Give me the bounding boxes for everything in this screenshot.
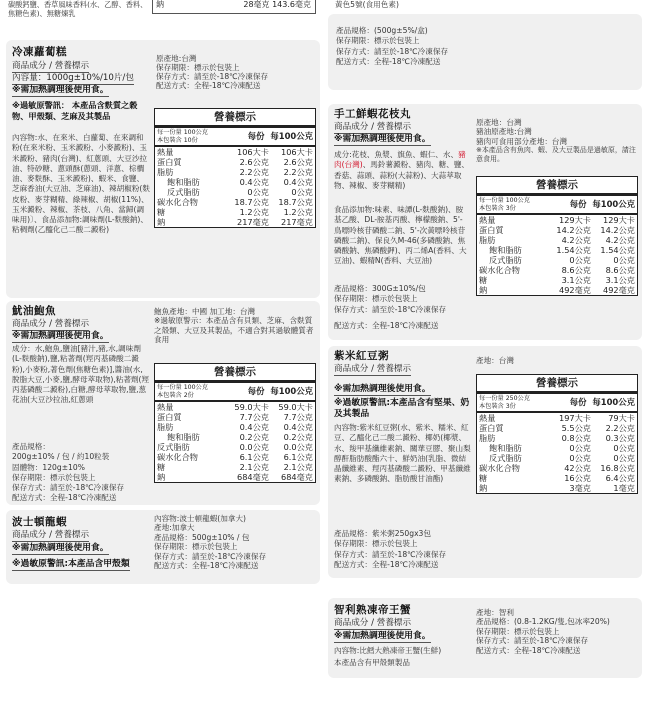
product-card-radish-cake	[6, 40, 320, 298]
product-specs	[334, 284, 474, 331]
storage-method: 保存方式：請至於-18℃冷凍保存	[476, 636, 589, 646]
product-card-boston-lobster	[6, 510, 320, 584]
value-per-serving: 2.2公克	[239, 166, 269, 177]
nutrient-name: 糖	[479, 472, 488, 483]
value-per-serving: 492毫克	[558, 284, 591, 295]
value-per-serving: 0公克	[247, 186, 269, 197]
cook-warning: ※需加熱調理後使用食。	[12, 85, 109, 97]
spec-storage-period: 保存期限：標示於包裝上	[336, 36, 420, 46]
nutrient-name: 碳水化合物	[157, 196, 198, 207]
ingredients: 成分：水,鮑魚,鹽油[豬汁,豬,水,調味劑(L-麩酸鈉),鹽,粘著劑(羥丙基磷酸二澱粉),小麥粉,著色劑(焦糖色素)],醬油(水,脫脂大豆,小麥,鹽,酵母萃取物),粘著劑(羥丙基磷酸二澱粉),白糖,酵母萃取物,鹽,葱花油(大豆沙拉油,紅蔥頭	[12, 344, 150, 405]
origin: 鮑魚產地：中國 加工地：台灣	[154, 307, 256, 316]
value-per-100g: 4.2公克	[605, 234, 635, 245]
value-per-100g: 18.7公克	[278, 196, 313, 207]
delivery: 配送方式：全程-18℃冷凍配送	[334, 559, 439, 569]
content: 內容物:波士頓龍蝦(加拿大)	[154, 514, 247, 523]
value-per-100g: 2.1公克	[283, 461, 313, 472]
nutrition-row	[155, 452, 315, 462]
product-card-shrimp-squid-ball	[328, 104, 642, 340]
value-per-100g: 0公克	[291, 186, 313, 197]
spec-card-top	[328, 14, 642, 90]
value-per-serving: 129大卡	[558, 214, 591, 225]
value-per-serving: 684毫克	[236, 471, 269, 482]
value-per-serving: 197大卡	[558, 412, 591, 423]
nutrient-name: 糖	[157, 461, 166, 472]
servings-per-pack: 本包裝含 3份	[479, 204, 516, 212]
value-per-serving: 6.1公克	[239, 451, 269, 462]
storage-method: 保存方式：請至於-18℃冷凍保存	[12, 483, 125, 492]
nutrition-title: 營養標示	[477, 375, 637, 394]
nutrition-row	[155, 442, 315, 452]
cook-warning: ※需加熱調理後使用食。	[334, 134, 431, 146]
ingredients-highlight: 豬肉(台灣)	[334, 150, 466, 170]
product-title: 冷凍蘿蔔糕	[12, 46, 67, 58]
content: 內容物:比鱈大熟凍帝王蟹(生鮮)	[334, 646, 442, 655]
top-right-text: 黃色5號(食用色素)	[335, 0, 399, 9]
serving-size: 每一份量 100公克	[479, 197, 530, 205]
value-per-serving: 1.2公克	[239, 206, 269, 217]
spec-delivery: 配送方式：全程-18℃冷凍配送	[336, 56, 441, 66]
origin: 原產地:台灣	[156, 54, 197, 63]
product-card-purple-rice	[328, 346, 642, 578]
ingredients	[334, 150, 470, 191]
nutrition-row	[155, 217, 315, 227]
nutrition-table	[154, 363, 316, 483]
col-per-100g: 每100公克	[270, 386, 313, 397]
nutrition-row	[477, 275, 637, 285]
cook-warning: ※需加熱調理後使用食。	[12, 331, 109, 343]
col-per-serving: 每份	[569, 397, 587, 408]
nutrition-row	[155, 167, 315, 177]
value-per-serving: 0.4公克	[239, 421, 269, 432]
product-subtitle: 商品成分 / 營養標示	[12, 61, 90, 71]
origin: 產地:加拿大	[154, 523, 195, 533]
value-per-serving: 3毫克	[569, 482, 591, 493]
value-per-100g: 3.1公克	[605, 274, 635, 285]
nutrition-row	[155, 472, 315, 482]
product-meta	[476, 608, 610, 655]
nutrition-row	[477, 285, 637, 295]
value-per-100g: 1.54公克	[600, 244, 635, 255]
cook-warning: ※需加熱調理後使用食。	[334, 631, 431, 643]
nutrition-title: 營養標示	[155, 109, 315, 128]
value-per-serving: 59.0大卡	[234, 401, 269, 412]
allergen-warning: ※過敏原警訊： 本產品含麩質之穀物、甲殼類、芝麻及其製品	[12, 100, 138, 121]
nutrient-name: 熱量	[479, 412, 496, 423]
ingredients: 內容物:水、在來米、白蘿蔔、在來調和粉(在來米粉、玉米澱粉、小麥澱粉)、玉米澱粉、豬肉(台灣)、紅蔥頭、大豆沙拉油、特砂糖、蔥頭酥(蔥頭、洋蔥、棕櫚油、麥麩酥、玉米澱粉)、蝦米、食鹽、芝麻香油(大豆油、芝麻油)、辣胡椒粉(麩皮粉、麥芽糊精、綠辣椒、胡椒(11%)、玉米澱粉、辣椒、茶枝、八角、當歸(調味用)〕、食品添加物:調味劑(L-麩酸鈉)、粘稠劑(乙醯化己二酸二澱粉)	[12, 133, 150, 235]
col-per-serving: 每份	[247, 131, 265, 142]
spec-card-lines	[336, 26, 448, 67]
col-per-serving: 每份	[569, 199, 587, 210]
nutrient-name: 脂肪	[479, 432, 496, 443]
nutrient-name: 熱量	[479, 214, 496, 225]
servings-per-pack: 本包裝含 3份	[479, 402, 516, 410]
value-per-serving: 3.1公克	[561, 274, 591, 285]
col-per-100g: 每100公克	[592, 199, 635, 210]
value-per-serving: 0.2公克	[239, 431, 269, 442]
value-per-100g: 0.4公克	[283, 421, 313, 432]
product-subtitle: 商品成分 / 營養標示	[12, 319, 90, 329]
value-per-100g: 8.6公克	[605, 264, 635, 275]
nutrient-name: 鈉	[479, 284, 488, 295]
product-subtitle: 商品成分 / 營養標示	[334, 122, 412, 132]
product-meta	[476, 118, 636, 164]
nutrition-row	[155, 197, 315, 207]
product-specs	[12, 442, 152, 504]
nutrient-name: 反式脂肪	[167, 186, 200, 197]
storage-period: 保存期限：標示於包裝上	[476, 626, 560, 636]
nutrition-rows	[477, 215, 637, 295]
value-per-100g: 14.2公克	[600, 224, 635, 235]
allergen-note: ※本產品含有魚肉、蝦、及大豆製品是過敏原，請注意食用。	[476, 146, 636, 164]
nutrient-name: 熱量	[157, 146, 174, 157]
value-per-serving: 1.54公克	[556, 244, 591, 255]
value-per-100g: 0.0公克	[283, 441, 313, 452]
value-per-serving: 8.6公克	[561, 264, 591, 275]
ingredients-part-b: 、馬鈴薯澱粉、豬肉、糖、鹽、香菇、蒜頭、蒜粉(大蒜粉)、大蒜萃取物、辣椒、麥芽糊精)	[334, 160, 470, 190]
nutrition-row	[155, 412, 315, 422]
nutrient-name: 飽和脂肪	[489, 244, 522, 255]
nutrition-row	[477, 463, 637, 473]
value-per-100g: 2.2公克	[283, 166, 313, 177]
nutrient-name: 蛋白質	[479, 224, 504, 235]
storage-period: 保存期限：標示於包裝上	[12, 472, 96, 482]
value-per-serving: 0公克	[569, 442, 591, 453]
value-per-serving: 14.2公克	[556, 224, 591, 235]
value-per-100g: 1毫克	[613, 482, 635, 493]
value-per-serving: 18.7公克	[234, 196, 269, 207]
value-per-100g: 6.4公克	[605, 472, 635, 483]
nutrition-header	[477, 394, 637, 412]
nutrient-name: 鈉	[479, 482, 488, 493]
delivery: 配送方式：全程-18℃冷凍配送	[154, 561, 259, 571]
nutrition-row	[155, 462, 315, 472]
storage-period: 保存期限：標示於包裝上	[334, 539, 418, 549]
nutrient-name: 飽和脂肪	[489, 442, 522, 453]
nutrient-name: 反式脂肪	[489, 254, 522, 265]
nutrition-row	[477, 453, 637, 463]
solid-content: 固體物：120g±10%	[12, 462, 85, 472]
spec: 產品規格：500g±10% / 包	[154, 532, 250, 542]
value-per-100g: 106大卡	[280, 146, 313, 157]
value-per-serving: 7.7公克	[239, 411, 269, 422]
value-per-100g: 0公克	[613, 254, 635, 265]
value-per-100g: 2.6公克	[283, 156, 313, 167]
value-per-serving: 217毫克	[236, 216, 269, 227]
lard-origin: 豬油原產地:台灣	[476, 127, 532, 137]
serving-size: 每一份量 100公克	[157, 129, 208, 137]
pork-origin: 豬肉可食用部分產地：台灣	[476, 136, 568, 146]
nutrient-name: 蛋白質	[157, 411, 182, 422]
nutrition-header	[477, 196, 637, 214]
nutrient-name: 蛋白質	[157, 156, 182, 167]
nutrition-row	[477, 473, 637, 483]
nutrition-title: 營養標示	[155, 364, 315, 383]
nutrition-row	[155, 422, 315, 432]
product-title: 智利熟凍帝王蟹	[334, 604, 411, 616]
nutrient-name: 碳水化合物	[157, 451, 198, 462]
product-meta	[154, 307, 316, 345]
product-meta	[156, 54, 268, 90]
spec: 產品規格：(0.8-1.2KG/隻,包冰率20%)	[476, 617, 610, 627]
nutrition-header	[155, 383, 315, 401]
product-title: 魷油鮑魚	[12, 305, 56, 317]
value-per-serving: 42公克	[564, 462, 591, 473]
top-mid-col2: 28毫克 143.6毫克	[243, 0, 311, 9]
value-per-serving: 5.5公克	[561, 422, 591, 433]
nutrient-name: 熱量	[157, 401, 174, 412]
value-per-100g: 0公克	[613, 442, 635, 453]
value-per-serving: 16公克	[564, 472, 591, 483]
storage-period: 保存期限：標示於包裝上	[334, 294, 418, 304]
value-per-serving: 0.4公克	[239, 176, 269, 187]
nutrition-row	[155, 147, 315, 157]
nutrition-rows	[155, 402, 315, 482]
origin: 產地：智利	[476, 608, 514, 617]
nutrition-row	[155, 157, 315, 167]
allergen-warning: ※過敏原警訊:本產品含甲殼類	[12, 559, 130, 571]
value-per-100g: 129大卡	[602, 214, 635, 225]
delivery: 配送方式：全程-18℃冷凍配送	[156, 81, 261, 91]
product-meta	[154, 514, 266, 571]
spec-storage-method: 保存方式：請至於-18℃冷凍保存	[336, 46, 449, 56]
value-per-100g: 492毫克	[602, 284, 635, 295]
nutrition-row	[155, 207, 315, 217]
origin: 原產地：台灣	[476, 118, 522, 127]
value-per-100g: 79大卡	[608, 412, 635, 423]
value-per-100g: 1.2公克	[283, 206, 313, 217]
nutrient-name: 蛋白質	[479, 422, 504, 433]
product-capacity: 內容量：1000g±10%/10片/包	[12, 73, 134, 83]
nutrition-table	[476, 374, 638, 494]
allergen-warning: 本產品含有甲殼類製品	[334, 658, 410, 667]
storage-method: 保存方式：請至於-18℃冷凍保存	[156, 72, 269, 82]
value-per-100g: 7.7公克	[283, 411, 313, 422]
storage-method: 保存方式：請至於-18℃冷凍保存	[154, 551, 267, 561]
nutrient-name: 糖	[479, 274, 488, 285]
nutrient-name: 反式脂肪	[489, 452, 522, 463]
value-per-serving: 0公克	[569, 254, 591, 265]
value-per-serving: 106大卡	[236, 146, 269, 157]
storage-period: 保存期限：標示於包裝上	[156, 63, 240, 73]
nutrition-row	[477, 433, 637, 443]
storage-method: 保存方式：請至於-18℃冷凍保存	[334, 549, 447, 559]
col-per-100g: 每100公克	[270, 131, 313, 142]
value-per-100g: 684毫克	[280, 471, 313, 482]
nutrition-rows	[477, 413, 637, 493]
nutrition-row	[477, 443, 637, 453]
value-per-serving: 2.1公克	[239, 461, 269, 472]
nutrition-row	[155, 187, 315, 197]
nutrient-name: 鈉	[157, 216, 166, 227]
serving-size: 每一份量 250公克	[479, 395, 530, 403]
nutrition-row	[477, 423, 637, 433]
serving-size: 每一份量 100公克	[157, 384, 208, 392]
storage-method: 保存方式：請至於-18℃冷凍保存	[334, 304, 447, 314]
col-per-serving: 每份	[247, 386, 265, 397]
nutrition-table	[476, 176, 638, 296]
top-mid-table	[152, 0, 316, 14]
nutrition-title: 營養標示	[477, 177, 637, 196]
value-per-100g: 0公克	[613, 452, 635, 463]
value-per-100g: 217毫克	[280, 216, 313, 227]
nutrition-row	[477, 255, 637, 265]
value-per-100g: 6.1公克	[283, 451, 313, 462]
cook-warning: ※需加熱調理後使用食。	[12, 543, 109, 555]
value-per-serving: 4.2公克	[561, 234, 591, 245]
nutrition-row	[155, 432, 315, 442]
col-per-100g: 每100公克	[592, 397, 635, 408]
nutrient-name: 脂肪	[479, 234, 496, 245]
spec-label: 產品規格：	[12, 442, 50, 451]
product-card-abalone	[6, 301, 320, 505]
product-subtitle: 商品成分 / 營養標示	[12, 530, 90, 540]
spec: 產品規格：300G±10%/包	[334, 284, 426, 293]
nutrient-name: 糖	[157, 206, 166, 217]
allergen-warning: ※過敏原警示：本產品含有貝類、芝麻、含麩質之殼類、大豆及其製品，不適合對其過敏體質者食用	[154, 316, 314, 345]
additives: 食品添加物:味素、味譚(L-麩酸鈉)、胺基乙酸、DL-胺基丙酸、檸檬酸鈉、5'-鳥嘌呤核苷磷酸二鈉、5'-次黃嘌呤核苷磷酸二鈉)、保良久M-46(多磷酸鈉、焦磷酸鈉、焦磷酸鉀)、丙二烯A(香料、大豆油)、蝦精N(香料、大豆油)	[334, 205, 467, 266]
nutrition-row	[477, 235, 637, 245]
nutrition-row	[155, 402, 315, 412]
nutrient-name: 碳水化合物	[479, 462, 520, 473]
nutrition-row	[477, 215, 637, 225]
cook-warning: ※需加熱調理後使用食。	[334, 384, 431, 396]
value-per-100g: 16.8公克	[600, 462, 635, 473]
origin: 產地：台灣	[476, 356, 514, 365]
nutrient-name: 鈉	[157, 471, 166, 482]
nutrient-name: 脂肪	[157, 166, 174, 177]
nutrition-row	[477, 413, 637, 423]
value-per-100g: 0.4公克	[283, 176, 313, 187]
nutrition-row	[477, 245, 637, 255]
servings-per-pack: 本包裝含 2份	[157, 391, 194, 399]
nutrition-row	[477, 265, 637, 275]
nutrition-table	[154, 108, 316, 228]
ingredients-part-a: 成分:花枝、魚漿、旗魚、蝦仁、水、	[334, 150, 459, 159]
nutrition-row	[477, 225, 637, 235]
value-per-100g: 2.2公克	[605, 422, 635, 433]
spec-size: 產品規格：(500g±5%/盒)	[336, 26, 428, 35]
value-per-100g: 0.2公克	[283, 431, 313, 442]
servings-per-pack: 本包裝含 10份	[157, 136, 198, 144]
delivery: 配送方式：全程-18℃冷凍配送	[334, 320, 439, 330]
value-per-serving: 2.6公克	[239, 156, 269, 167]
allergen-warning: ※過敏原警訊:本產品含有堅果、奶及其製品	[334, 398, 470, 420]
nutrient-name: 飽和脂肪	[167, 176, 200, 187]
nutrient-name: 碳水化合物	[479, 264, 520, 275]
spec: 200g±10% / 包 / 約10粒裝	[12, 452, 110, 462]
value-per-100g: 0.3公克	[605, 432, 635, 443]
value-per-serving: 0.0公克	[239, 441, 269, 452]
product-card-king-crab	[328, 598, 642, 678]
nutrient-name: 飽和脂肪	[167, 431, 200, 442]
nutrition-row	[477, 483, 637, 493]
product-subtitle: 商品成分 / 營養標示	[334, 618, 412, 628]
value-per-serving: 0公克	[569, 452, 591, 463]
nutrition-header	[155, 128, 315, 146]
product-title: 紫米紅豆粥	[334, 350, 389, 362]
nutrition-row	[155, 177, 315, 187]
nutrient-name: 脂肪	[157, 421, 174, 432]
spec: 產品規格：紫米粥250gx3包	[334, 529, 431, 538]
delivery: 配送方式：全程-18℃冷凍配送	[12, 493, 117, 503]
storage-period: 保存期限：標示於包裝上	[154, 542, 238, 552]
value-per-100g: 59.0大卡	[278, 401, 313, 412]
product-specs	[334, 529, 494, 570]
product-subtitle: 商品成分 / 營養標示	[334, 364, 412, 374]
nutrition-rows	[155, 147, 315, 227]
product-title: 波士頓龍蝦	[12, 516, 67, 528]
nutrient-name: 反式脂肪	[157, 441, 190, 452]
delivery: 配送方式：全程-18℃冷凍配送	[476, 645, 581, 655]
value-per-serving: 0.8公克	[561, 432, 591, 443]
ingredients: 內容物:紫米紅豆粥(水、紫米、糯米、紅豆、乙醯化己二酸二澱粉、椰奶(椰漿、水、羧甲基纖維素鈉、關華豆膠、聚山梨醇酐脂肪酸酯六十、鮮奶油(乳脂、微結晶纖維素、羥丙基磷酸二澱粉、甲基纖維素鈉、多磷酸鈉、脂肪酸甘油酯)	[334, 423, 471, 484]
product-title: 手工鮮蝦花枝丸	[334, 108, 411, 120]
top-left-text: 碳酸鈣鹽、香草風味香料(水、乙醇、香料、焦糖色素)、無糖煉乳	[8, 0, 148, 18]
top-mid-col1: 鈉	[156, 0, 164, 9]
